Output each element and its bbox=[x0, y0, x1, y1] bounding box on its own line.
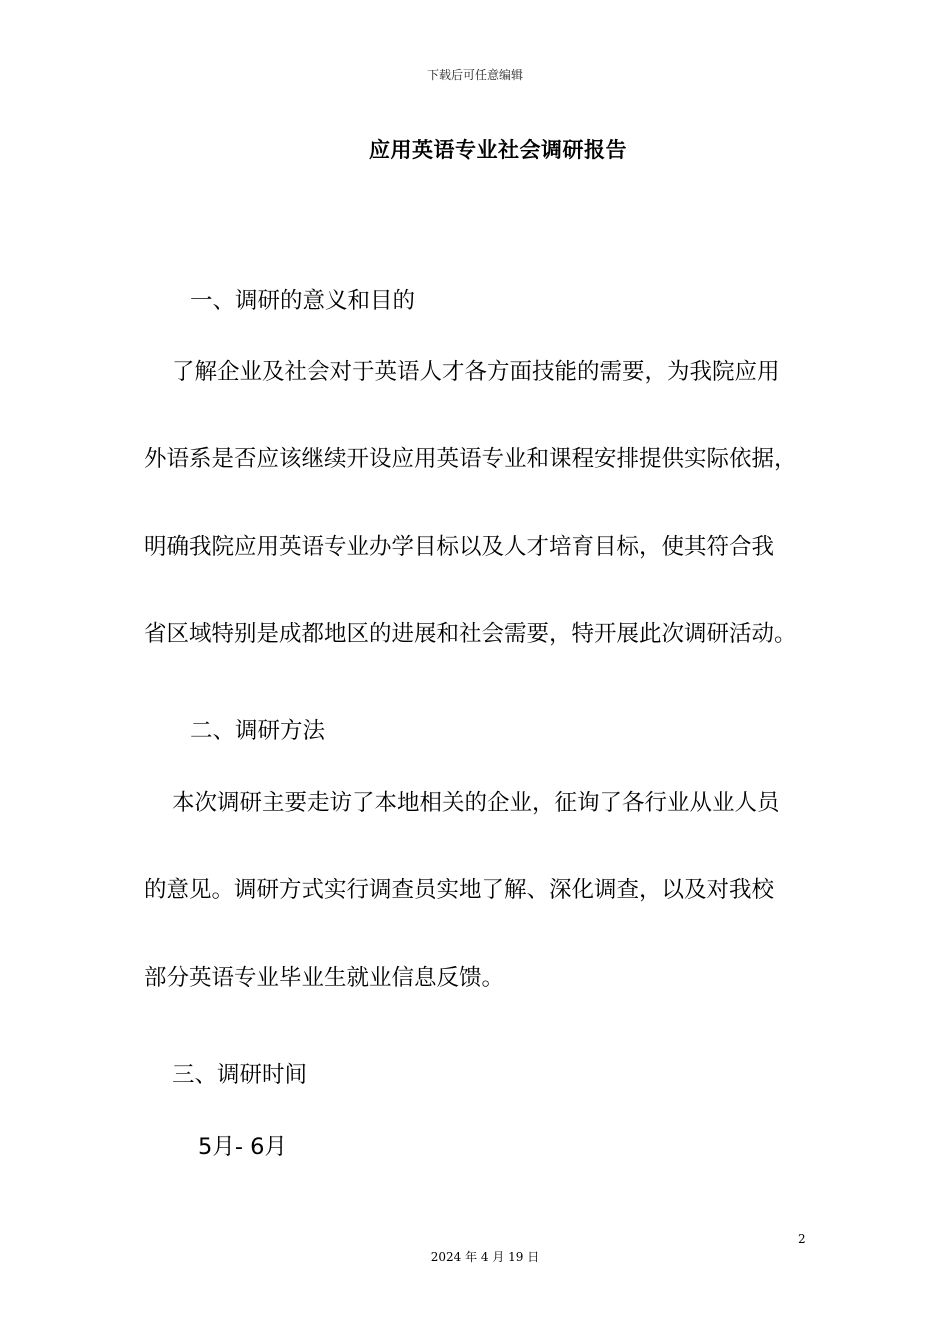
header-note: 下载后可任意编辑 bbox=[426, 68, 523, 82]
paragraph-line: 部分英语专业毕业生就业信息反馈。 bbox=[144, 965, 505, 991]
paragraph-line: 外语系是否应该继续开设应用英语专业和课程安排提供实际依据， bbox=[144, 446, 797, 472]
paragraph-line: 省区域特别是成都地区的进展和社会需要，特开展此次调研活动。 bbox=[144, 621, 797, 647]
paragraph-line: 本次调研主要走访了本地相关的企业，征询了各行业从业人员 bbox=[172, 790, 780, 816]
section-heading-time: 三、调研时间 bbox=[172, 1062, 308, 1088]
document-title: 应用英语专业社会调研报告 bbox=[369, 138, 627, 162]
paragraph-line: 明确我院应用英语专业办学目标以及人才培育目标，使其符合我 bbox=[144, 534, 775, 560]
paragraph-line: 的意见。调研方式实行调查员实地了解、深化调查，以及对我校 bbox=[144, 877, 775, 903]
paragraph-line: 了解企业及社会对于英语人才各方面技能的需要，为我院应用 bbox=[172, 359, 780, 385]
section-heading-method: 二、调研方法 bbox=[190, 718, 326, 744]
footer-date: 2024 年 4 月 19 日 bbox=[430, 1250, 540, 1264]
section-heading-purpose: 一、调研的意义和目的 bbox=[190, 288, 416, 314]
research-time-value: 5月- 6月 bbox=[198, 1134, 287, 1160]
page-number: 2 bbox=[798, 1232, 806, 1246]
